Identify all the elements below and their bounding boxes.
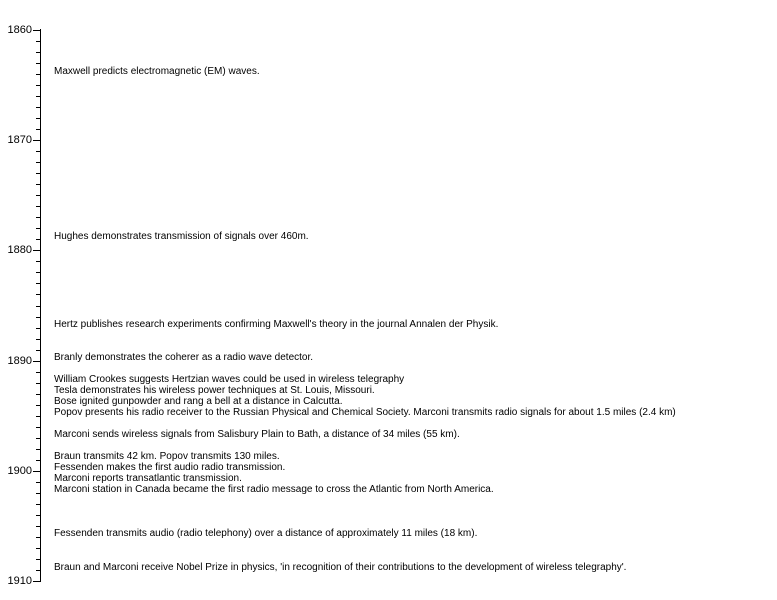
timeline-event-label: Tesla demonstrates his wireless power techniques at St. Louis, Missouri. (54, 385, 375, 397)
minor-tick-mark (36, 559, 40, 560)
timeline-event-label: Bose ignited gunpowder and rang a bell at a distance in Calcutta. (54, 396, 343, 408)
minor-tick-mark (36, 162, 40, 163)
y-axis-spine (40, 29, 41, 582)
minor-tick-mark (36, 405, 40, 406)
minor-tick-mark (36, 328, 40, 329)
minor-tick-mark (36, 416, 40, 417)
minor-tick-mark (36, 570, 40, 571)
y-axis-tick-label: 1870 (7, 134, 32, 146)
timeline-event-label: Marconi reports transatlantic transmission. (54, 473, 242, 485)
minor-tick-mark (36, 339, 40, 340)
minor-tick-mark (36, 129, 40, 130)
minor-tick-mark (36, 515, 40, 516)
minor-tick-mark (36, 217, 40, 218)
minor-tick-mark (36, 85, 40, 86)
minor-tick-mark (36, 427, 40, 428)
timeline-event-label: Marconi sends wireless signals from Salisbury Plain to Bath, a distance of 34 miles (55 km). (54, 429, 460, 441)
minor-tick-mark (36, 460, 40, 461)
minor-tick-mark (36, 493, 40, 494)
minor-tick-mark (36, 383, 40, 384)
minor-tick-mark (36, 537, 40, 538)
minor-tick-mark (36, 239, 40, 240)
major-tick-mark (33, 581, 40, 582)
timeline-event-label: Hughes demonstrates transmission of signals over 460m. (54, 230, 309, 242)
timeline-event-label: Braun and Marconi receive Nobel Prize in physics, 'in recognition of their contributions to the development of wireless telegraphy'. (54, 561, 627, 573)
timeline-event-label: Braun transmits 42 km. Popov transmits 130 miles. (54, 451, 280, 463)
minor-tick-mark (36, 228, 40, 229)
minor-tick-mark (36, 350, 40, 351)
minor-tick-mark (36, 96, 40, 97)
major-tick-mark (33, 140, 40, 141)
y-axis-tick-label: 1860 (7, 24, 32, 36)
timeline-event-label: Maxwell predicts electromagnetic (EM) waves. (54, 65, 260, 77)
timeline-event-label: Fessenden makes the first audio radio transmission. (54, 462, 286, 474)
minor-tick-mark (36, 394, 40, 395)
minor-tick-mark (36, 206, 40, 207)
minor-tick-mark (36, 118, 40, 119)
minor-tick-mark (36, 449, 40, 450)
minor-tick-mark (36, 306, 40, 307)
minor-tick-mark (36, 272, 40, 273)
minor-tick-mark (36, 438, 40, 439)
minor-tick-mark (36, 41, 40, 42)
y-axis-tick-label: 1900 (7, 465, 32, 477)
minor-tick-mark (36, 482, 40, 483)
timeline-event-label: Hertz publishes research experiments confirming Maxwell's theory in the journal Annalen der Physik. (54, 319, 499, 330)
y-axis-tick-label: 1910 (7, 575, 32, 587)
major-tick-mark (33, 361, 40, 362)
minor-tick-mark (36, 526, 40, 527)
minor-tick-mark (36, 261, 40, 262)
minor-tick-mark (36, 184, 40, 185)
minor-tick-mark (36, 548, 40, 549)
y-axis-tick-label: 1890 (7, 355, 32, 367)
major-tick-mark (33, 250, 40, 251)
timeline-event-label: William Crookes suggests Hertzian waves could be used in wireless telegraphy (54, 374, 405, 386)
minor-tick-mark (36, 52, 40, 53)
minor-tick-mark (36, 283, 40, 284)
timeline-event-label: Marconi station in Canada became the first radio message to cross the Atlantic from North America. (54, 484, 494, 496)
minor-tick-mark (36, 151, 40, 152)
timeline-event-label: Branly demonstrates the coherer as a radio wave detector. (54, 352, 314, 364)
minor-tick-mark (36, 173, 40, 174)
minor-tick-mark (36, 107, 40, 108)
minor-tick-mark (36, 504, 40, 505)
minor-tick-mark (36, 195, 40, 196)
minor-tick-mark (36, 74, 40, 75)
timeline-event-label: Popov presents his radio receiver to the Russian Physical and Chemical Society. Marconi transmits radio signals for about 1.5 miles (2.4 km) (54, 407, 676, 419)
minor-tick-mark (36, 63, 40, 64)
major-tick-mark (33, 30, 40, 31)
minor-tick-mark (36, 317, 40, 318)
minor-tick-mark (36, 372, 40, 373)
timeline-event-label: Fessenden transmits audio (radio telephony) over a distance of approximately 11 miles (18 km). (54, 528, 478, 540)
minor-tick-mark (36, 294, 40, 295)
major-tick-mark (33, 471, 40, 472)
y-axis-tick-label: 1880 (7, 244, 32, 256)
